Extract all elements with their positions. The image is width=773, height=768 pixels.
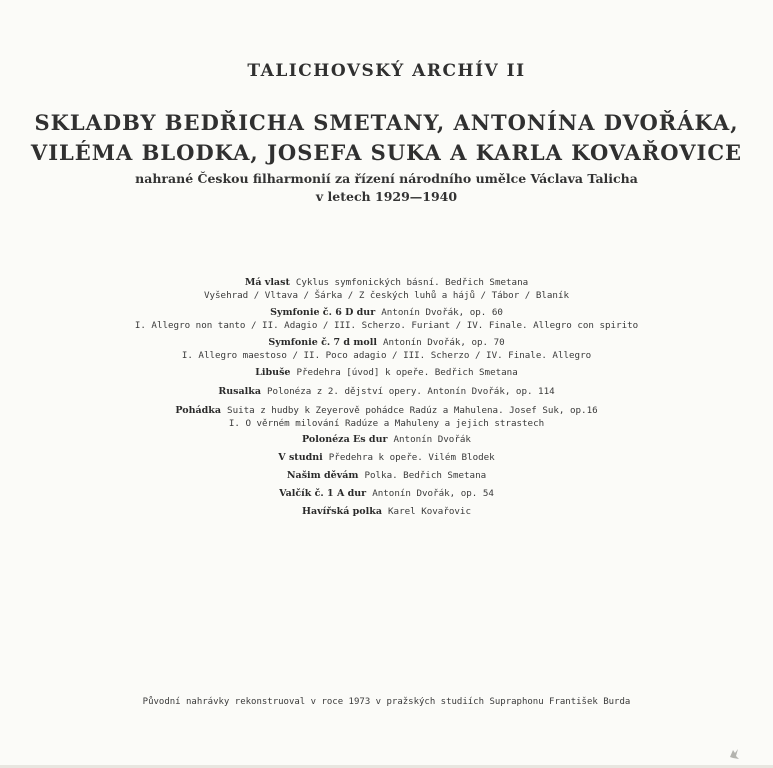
- subtitle-line-1: nahrané Českou filharmonií za řízení národního umělce Václava Talicha: [135, 171, 638, 186]
- track-movements: I. Allegro maestoso / II. Poco adagio / III. Scherzo / IV. Finale. Allegro: [181, 350, 592, 361]
- track-item: [0, 469, 773, 482]
- track-title: Valčík č. 1 A dur: [279, 488, 367, 499]
- track-title: Symfonie č. 7 d moll: [268, 337, 377, 348]
- track-title: Má vlast: [244, 277, 290, 288]
- main-title-line-1: SKLADBY BEDŘICHA SMETANY, ANTONÍNA DVOŘÁKA,: [34, 110, 739, 135]
- track-description: Antonín Dvořák, op. 54: [372, 488, 494, 499]
- track-title: Rusalka: [218, 386, 261, 397]
- track-title: Našim děvám: [286, 470, 359, 481]
- track-title: Pohádka: [175, 405, 222, 416]
- main-title: [0, 108, 773, 168]
- track-item: [0, 385, 773, 398]
- track-movements: Vyšehrad / Vltava / Šárka / Z českých luhů a hájů / Tábor / Blaník: [203, 290, 570, 301]
- track-description: Antonín Dvořák, op. 60: [381, 307, 503, 318]
- track-item: [0, 451, 773, 464]
- track-item: [0, 366, 773, 379]
- track-description: Karel Kovařovic: [388, 506, 471, 517]
- track-title: Libuše: [255, 367, 291, 378]
- ink-spot-mark: [727, 747, 741, 761]
- track-description: Suita z hudby k Zeyerově pohádce Radúz a Mahulena. Josef Suk, op.16: [227, 405, 598, 416]
- track-description: Antonín Dvořák, op. 70: [382, 337, 505, 348]
- track-title: Symfonie č. 6 D dur: [270, 307, 376, 318]
- track-item: [0, 336, 773, 362]
- track-item: [0, 505, 773, 518]
- footer-credit: Původní nahrávky rekonstruoval v roce 1973 v pražských studiích Supraphonu František Burda: [142, 697, 631, 707]
- subtitle-line-2: v letech 1929—1940: [315, 189, 458, 204]
- track-item: [0, 276, 773, 302]
- track-title: Polonéza Es dur: [302, 434, 388, 445]
- subtitle: [0, 170, 773, 206]
- track-item: [0, 404, 773, 430]
- track-movements: I. O věrném milování Radúze a Mahuleny a jejich strastech: [228, 418, 545, 429]
- track-item: [0, 306, 773, 332]
- track-description: Polonéza z 2. dějství opery. Antonín Dvořák, op. 114: [267, 386, 555, 397]
- track-description: Antonín Dvořák: [393, 434, 471, 445]
- series-title: TALICHOVSKÝ ARCHÍV II: [247, 61, 526, 81]
- track-movements: I. Allegro non tanto / II. Adagio / III. Scherzo. Furiant / IV. Finale. Allegro con spirito: [134, 320, 639, 331]
- track-item: [0, 433, 773, 446]
- track-title: V studni: [278, 452, 323, 463]
- main-title-line-2: VILÉMA BLODKA, JOSEFA SUKA A KARLA KOVAŘOVICE: [30, 140, 743, 165]
- track-title: Havířská polka: [302, 506, 382, 517]
- track-description: Polka. Bedřich Smetana: [364, 470, 487, 481]
- track-description: Předehra [úvod] k opeře. Bedřich Smetana: [296, 367, 518, 378]
- track-description: Předehra k opeře. Vilém Blodek: [328, 452, 495, 463]
- track-item: [0, 487, 773, 500]
- track-description: Cyklus symfonických básní. Bedřich Smetana: [295, 277, 529, 288]
